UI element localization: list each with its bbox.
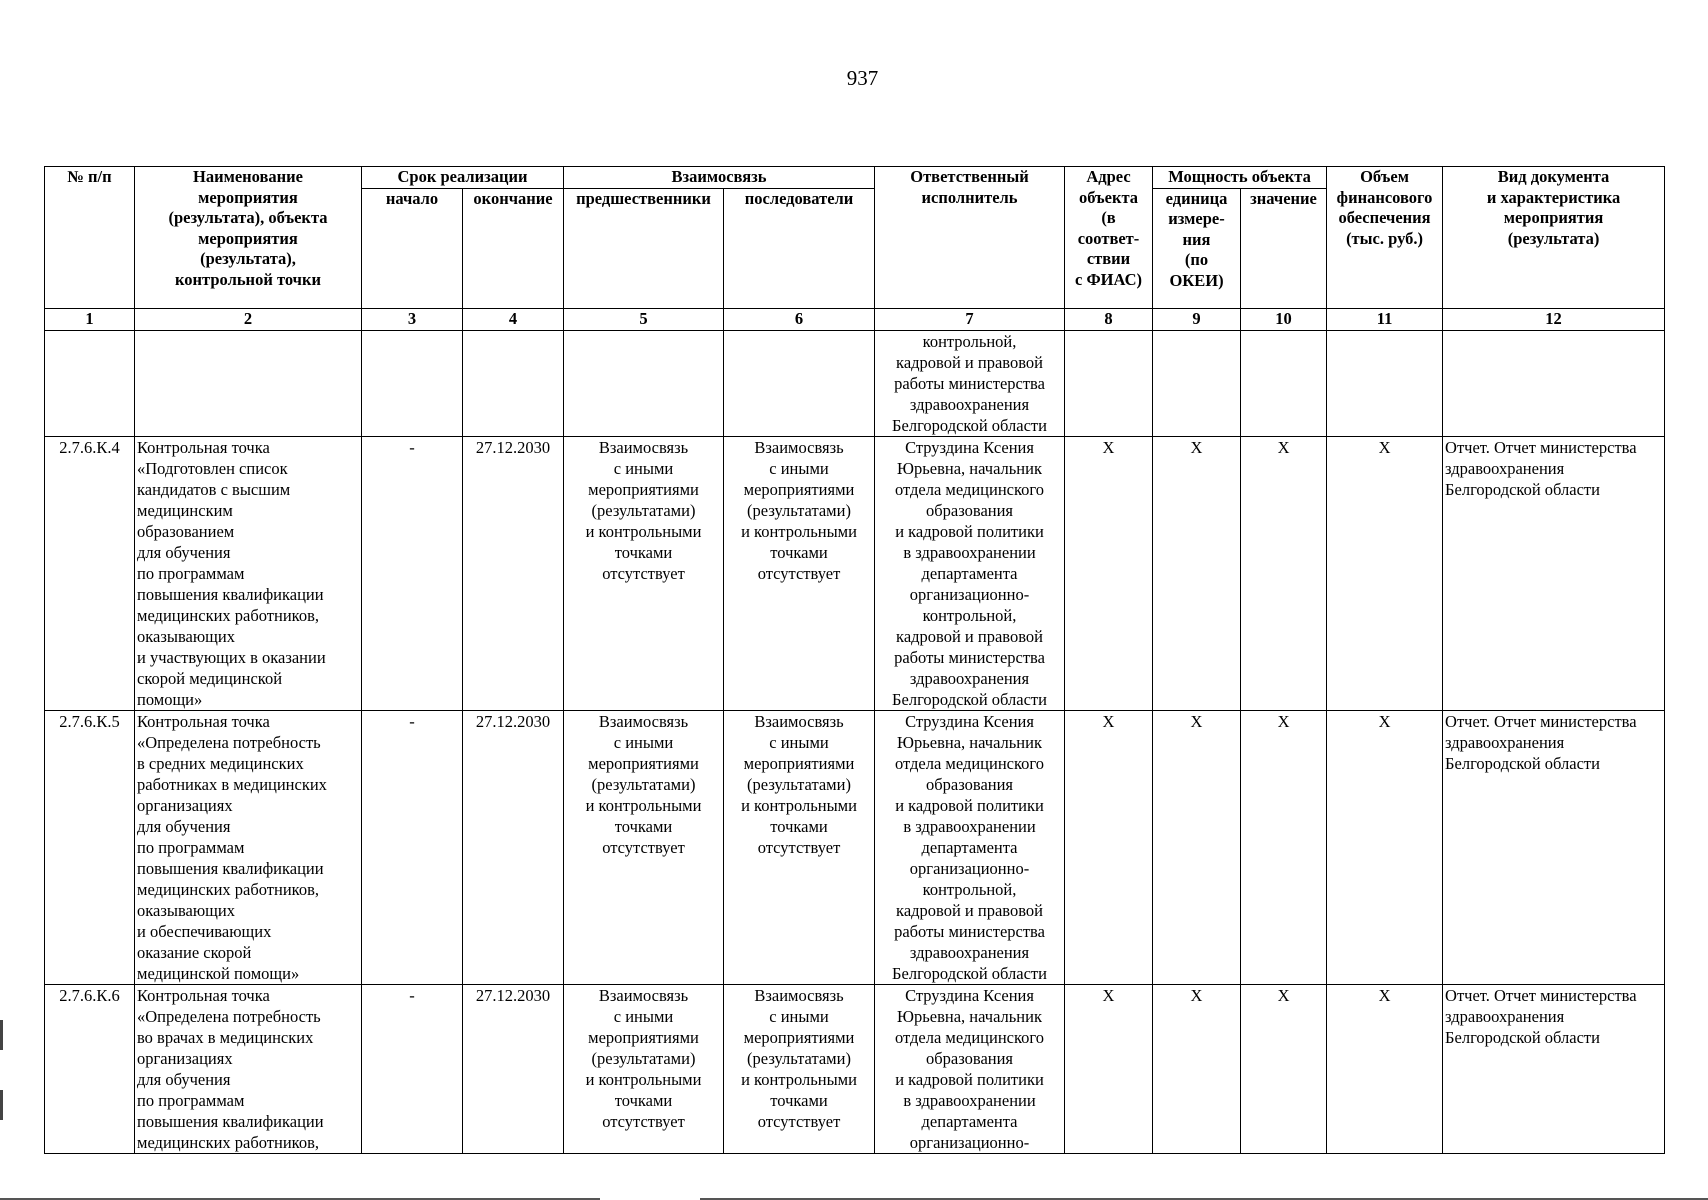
cell-num: 2.7.6.К.5 <box>45 710 135 984</box>
cell-value: X <box>1241 984 1327 1153</box>
header-term-start: начало <box>362 188 463 308</box>
col-number: 11 <box>1327 308 1443 330</box>
cell-pred: Взаимосвязь с иными мероприятиями (результатами) и контрольными точками отсутствует <box>564 710 724 984</box>
cell-doc: Отчет. Отчет министерства здравоохранения Белгородской области <box>1443 436 1665 710</box>
cell-finance: X <box>1327 436 1443 710</box>
col-number: 9 <box>1153 308 1241 330</box>
cell-end: 27.12.2030 <box>463 710 564 984</box>
header-name: Наименование мероприятия (результата), объекта мероприятия (результата), контрольной точки <box>135 167 362 309</box>
activities-table <box>44 166 1665 1154</box>
header-responsible: Ответственный исполнитель <box>875 167 1065 309</box>
cell-finance <box>1327 330 1443 436</box>
cell-name <box>135 330 362 436</box>
cell-succ: Взаимосвязь с иными мероприятиями (результатами) и контрольными точками отсутствует <box>724 436 875 710</box>
cell-finance: X <box>1327 710 1443 984</box>
table-row <box>45 710 1665 984</box>
cell-end: 27.12.2030 <box>463 984 564 1153</box>
scan-edge-mark <box>0 1020 3 1050</box>
cell-name: Контрольная точка «Подготовлен список кандидатов с высшим медицинским образованием для обучения по программам повышения квалификации медицинских работников, оказывающих и участвующих в оказании скорой медицинской помощи» <box>135 436 362 710</box>
header-capacity: Мощность объекта <box>1153 167 1327 189</box>
scan-edge-mark <box>0 1090 3 1120</box>
header-term: Срок реализации <box>362 167 564 189</box>
cell-value: X <box>1241 710 1327 984</box>
col-number: 5 <box>564 308 724 330</box>
cell-start: - <box>362 710 463 984</box>
cell-unit <box>1153 330 1241 436</box>
cell-succ: Взаимосвязь с иными мероприятиями (результатами) и контрольными точками отсутствует <box>724 984 875 1153</box>
header-link: Взаимосвязь <box>564 167 875 189</box>
header-link-succ: последователи <box>724 188 875 308</box>
cell-start: - <box>362 984 463 1153</box>
cell-finance: X <box>1327 984 1443 1153</box>
cell-start <box>362 330 463 436</box>
cell-succ: Взаимосвязь с иными мероприятиями (результатами) и контрольными точками отсутствует <box>724 710 875 984</box>
cell-responsible: Струздина Ксения Юрьевна, начальник отдела медицинского образования и кадровой политики в здравоохранении департамента организационно- контрольной, кадровой и правовой работы министерства здравоохранения Белгородской области <box>875 710 1065 984</box>
cell-value: X <box>1241 436 1327 710</box>
col-number: 12 <box>1443 308 1665 330</box>
cell-value <box>1241 330 1327 436</box>
cell-succ <box>724 330 875 436</box>
header-doc: Вид документа и характеристика мероприятия (результата) <box>1443 167 1665 309</box>
cell-num: 2.7.6.К.4 <box>45 436 135 710</box>
cell-unit: X <box>1153 710 1241 984</box>
col-number: 10 <box>1241 308 1327 330</box>
header-term-end: окончание <box>463 188 564 308</box>
header-address: Адрес объекта (в соответ- ствии с ФИАС) <box>1065 167 1153 309</box>
cell-num <box>45 330 135 436</box>
cell-start: - <box>362 436 463 710</box>
header-row-1 <box>45 167 1665 189</box>
cell-address <box>1065 330 1153 436</box>
header-finance: Объем финансового обеспечения (тыс. руб.) <box>1327 167 1443 309</box>
table-row-continuation <box>45 330 1665 436</box>
header-cap-value: значение <box>1241 188 1327 308</box>
cell-unit: X <box>1153 984 1241 1153</box>
cell-end <box>463 330 564 436</box>
cell-unit: X <box>1153 436 1241 710</box>
col-number: 7 <box>875 308 1065 330</box>
table-row <box>45 436 1665 710</box>
col-number: 2 <box>135 308 362 330</box>
cell-pred <box>564 330 724 436</box>
cell-end: 27.12.2030 <box>463 436 564 710</box>
col-number: 6 <box>724 308 875 330</box>
cell-address: X <box>1065 710 1153 984</box>
col-number: 4 <box>463 308 564 330</box>
cell-responsible: Струздина Ксения Юрьевна, начальник отдела медицинского образования и кадровой политики в здравоохранении департамента организационно- <box>875 984 1065 1153</box>
cell-responsible: Струздина Ксения Юрьевна, начальник отдела медицинского образования и кадровой политики в здравоохранении департамента организационно- контрольной, кадровой и правовой работы министерства здравоохранения Белгородской области <box>875 436 1065 710</box>
header-link-pred: предшественники <box>564 188 724 308</box>
cell-name: Контрольная точка «Определена потребность в средних медицинских работниках в медицинских организациях для обучения по программам повышения квалификации медицинских работников, оказывающих и обеспечивающих оказание скорой медицинской помощи» <box>135 710 362 984</box>
table-row <box>45 984 1665 1153</box>
col-number: 1 <box>45 308 135 330</box>
cell-pred: Взаимосвязь с иными мероприятиями (результатами) и контрольными точками отсутствует <box>564 436 724 710</box>
cell-doc: Отчет. Отчет министерства здравоохранения Белгородской области <box>1443 984 1665 1153</box>
header-num: № п/п <box>45 167 135 309</box>
cell-pred: Взаимосвязь с иными мероприятиями (результатами) и контрольными точками отсутствует <box>564 984 724 1153</box>
page-number: 937 <box>846 66 879 90</box>
cell-name: Контрольная точка «Определена потребность во врачах в медицинских организациях для обучения по программам повышения квалификации медицинских работников, <box>135 984 362 1153</box>
col-number: 3 <box>362 308 463 330</box>
cell-address: X <box>1065 984 1153 1153</box>
cell-doc <box>1443 330 1665 436</box>
cell-num: 2.7.6.К.6 <box>45 984 135 1153</box>
header-cap-unit: единица измере- ния (по ОКЕИ) <box>1153 188 1241 308</box>
column-numbers-row <box>45 308 1665 330</box>
cell-doc: Отчет. Отчет министерства здравоохранения Белгородской области <box>1443 710 1665 984</box>
cell-responsible: контрольной, кадровой и правовой работы министерства здравоохранения Белгородской области <box>875 330 1065 436</box>
cell-address: X <box>1065 436 1153 710</box>
col-number: 8 <box>1065 308 1153 330</box>
